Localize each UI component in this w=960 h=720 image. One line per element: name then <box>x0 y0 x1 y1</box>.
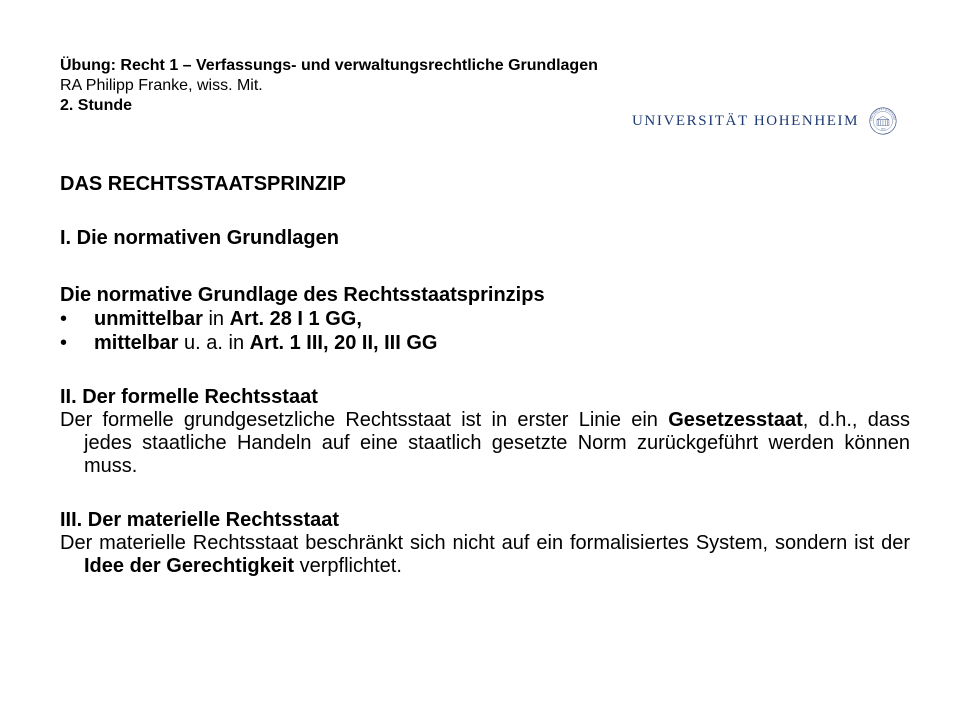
section-3-text-before: Der materielle Rechtsstaat beschränkt sich nicht auf ein formalisiertes System, sondern ist der <box>60 532 910 554</box>
section-3-emphasis: Idee der Gerechtigkeit <box>84 555 295 577</box>
university-seal-icon <box>869 86 897 156</box>
section-1-heading: I. Die normativen Grundlagen <box>60 227 339 249</box>
section-2-text-before: Der formelle grundgesetzliche Rechtsstaat ist in erster Linie ein <box>60 409 669 431</box>
slide-header <box>60 56 598 116</box>
lecturer-line: RA Philipp Franke, wiss. Mit. <box>60 77 263 94</box>
section-1-subheading: Die normative Grundlage des Rechtsstaatsprinzips <box>60 284 545 306</box>
slide-title: DAS RECHTSSTAATSPRINZIP <box>60 173 346 195</box>
bullet-lead: unmittelbar <box>94 308 203 330</box>
bullet-dot: • <box>60 332 68 354</box>
section-2-text <box>60 409 910 478</box>
course-title: Übung: Recht 1 – Verfassungs- und verwaltungsrechtliche Grundlagen <box>60 57 598 74</box>
bullet-mid: u. a. in <box>178 332 250 354</box>
bullet-dot: • <box>60 308 68 330</box>
university-name: UNIVERSITÄT HOHENHEIM <box>632 112 860 129</box>
bullet-mid: in <box>202 308 230 330</box>
section-2-text-after: , d.h., dass jedes staatliche Handeln auf eine staatlich gesetzte Norm zurückgeführt werden können muss. <box>84 409 910 477</box>
section-2-emphasis: Gesetzesstaat <box>668 409 803 431</box>
seal-year: 1818 <box>880 127 886 131</box>
session-label: 2. Stunde <box>60 97 133 114</box>
section-3-text <box>60 532 910 578</box>
bullet-item <box>60 307 910 331</box>
section-3-heading: III. Der materielle Rechtsstaat <box>60 509 340 531</box>
svg-text:UNIVERSITÄT HOHENHEIM <box>869 105 896 121</box>
bullet-tail: , <box>356 308 362 330</box>
university-logo <box>632 86 897 156</box>
section-2-heading: II. Der formelle Rechtsstaat <box>60 386 318 408</box>
seal-ring-text: UNIVERSITÄT HOHENHEI <box>870 108 896 122</box>
bullet-lead: mittelbar <box>94 332 179 354</box>
bullet-ref: Art. 28 I 1 GG <box>229 308 357 330</box>
slide-body <box>60 172 910 578</box>
section-3-text-after: verpflichtet. <box>294 555 402 577</box>
bullet-ref: Art. 1 III, 20 II, III GG <box>249 332 438 354</box>
bullet-item <box>60 331 910 355</box>
